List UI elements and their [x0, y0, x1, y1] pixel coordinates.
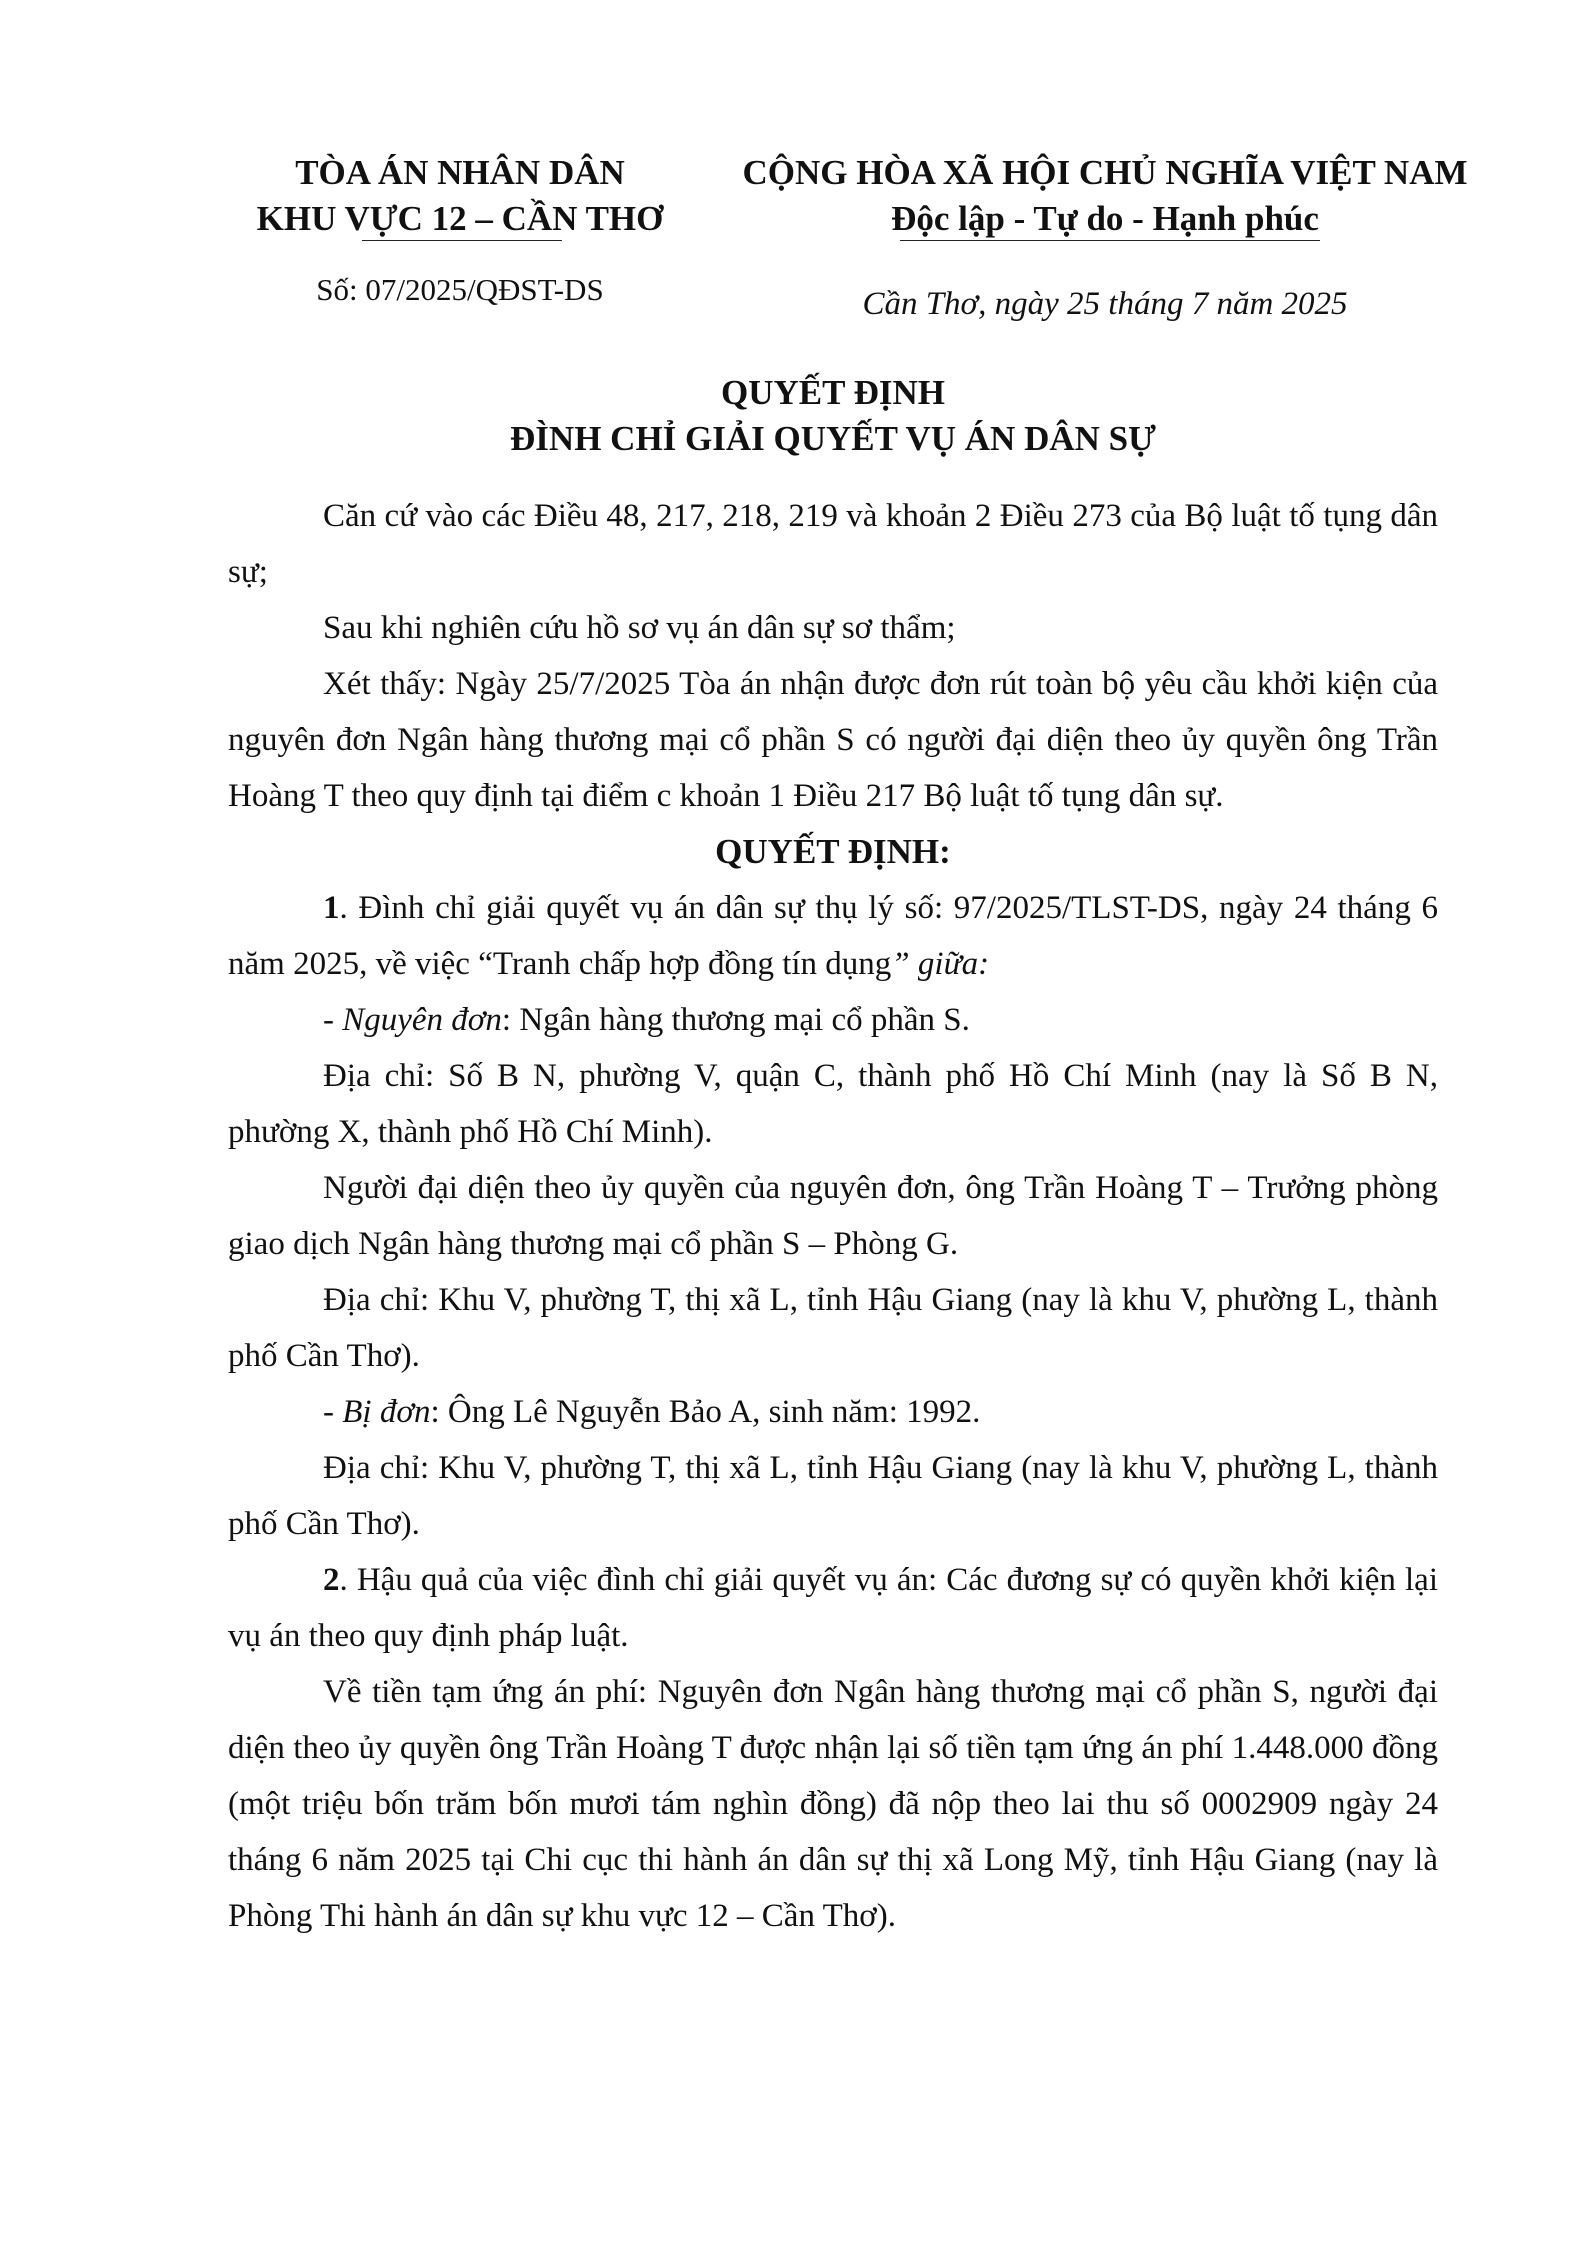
review-paragraph: Sau khi nghiên cứu hồ sơ vụ án dân sự sơ thẩm; [323, 610, 956, 646]
court-name-line2: KHU VỰC 12 – CẦN THƠ [256, 199, 664, 238]
document-number: Số: 07/2025/QĐST-DS [316, 272, 604, 307]
representative-paragraph: Người đại diện theo ủy quyền của nguyên đơn, ông Trần Hoàng T – Trưởng phòng giao dịch Ngân hàng thương mại cổ phần S – Phòng G. [228, 1170, 1438, 1262]
item-2-number: 2 [323, 1562, 340, 1598]
title-line2: ĐÌNH CHỈ GIẢI QUYẾT VỤ ÁN DÂN SỰ [510, 419, 1156, 458]
decision-heading: QUYẾT ĐỊNH: [715, 832, 951, 871]
issuing-court-header [200, 150, 720, 242]
legal-basis-paragraph: Căn cứ vào các Điều 48, 217, 218, 219 và khoản 2 Điều 273 của Bộ luật tố tụng dân sự; [228, 498, 1438, 590]
national-motto: Độc lập - Tự do - Hạnh phúc [891, 199, 1319, 238]
item-2-text: . Hậu quả của việc đình chỉ giải quyết vụ án: Các đương sự có quyền khởi kiện lại vụ án theo quy định pháp luật. [228, 1562, 1438, 1654]
item-1-number: 1 [323, 890, 340, 926]
decision-item-2 [228, 1552, 1438, 1664]
item-1-text-a: . Đình chỉ giải quyết vụ án dân sự thụ lý số: 97/2025/TLST-DS, ngày 24 tháng 6 năm 2025, về việc “Tranh chấp hợp đồng tín dụng [228, 890, 1438, 982]
plaintiff-text: : Ngân hàng thương mại cổ phần S. [501, 1002, 970, 1038]
plaintiff-label: Nguyên đơn [342, 1002, 502, 1038]
representative-address: Địa chỉ: Khu V, phường T, thị xã L, tỉnh Hậu Giang (nay là khu V, phường L, thành phố Cần Thơ). [228, 1282, 1438, 1374]
national-motto-header [700, 150, 1510, 242]
court-name-line1: TÒA ÁN NHÂN DÂN [295, 153, 625, 192]
document-date: Cần Thơ, ngày 25 tháng 7 năm 2025 [862, 286, 1348, 322]
defendant-line [228, 1384, 1438, 1440]
title-line1: QUYẾT ĐỊNH [721, 373, 945, 412]
court-header-underline [362, 240, 562, 241]
defendant-prefix: - [323, 1394, 343, 1430]
defendant-label: Bị đơn [342, 1394, 431, 1430]
plaintiff-prefix: - [323, 1002, 343, 1038]
plaintiff-address: Địa chỉ: Số B N, phường V, quận C, thành phố Hồ Chí Minh (nay là Số B N, phường X, thành phố Hồ Chí Minh). [228, 1058, 1438, 1150]
plaintiff-line [228, 992, 1438, 1048]
findings-paragraph: Xét thấy: Ngày 25/7/2025 Tòa án nhận được đơn rút toàn bộ yêu cầu khởi kiện của nguyên đơn Ngân hàng thương mại cổ phần S có người đại diện theo ủy quyền ông Trần Hoàng T theo quy định tại điểm c khoản 1 Điều 217 Bộ luật tố tụng dân sự. [228, 666, 1438, 814]
decision-item-1 [228, 880, 1438, 992]
defendant-text: : Ông Lê Nguyễn Bảo A, sinh năm: 1992. [430, 1394, 981, 1430]
defendant-address: Địa chỉ: Khu V, phường T, thị xã L, tỉnh Hậu Giang (nay là khu V, phường L, thành phố Cần Thơ). [228, 1450, 1438, 1542]
document-body [228, 488, 1438, 1944]
item-1-text-b: ” giữa: [891, 946, 990, 982]
republic-name: CỘNG HÒA XÃ HỘI CHỦ NGHĨA VIỆT NAM [742, 153, 1468, 192]
document-title [228, 370, 1438, 462]
motto-underline [900, 240, 1320, 241]
court-fee-paragraph: Về tiền tạm ứng án phí: Nguyên đơn Ngân hàng thương mại cổ phần S, người đại diện theo ủy quyền ông Trần Hoàng T được nhận lại số tiền tạm ứng án phí 1.448.000 đồng (một triệu bốn trăm bốn mươi tám nghìn đồng) đã nộp theo lai thu số 0002909 ngày 24 tháng 6 năm 2025 tại Chi cục thi hành án dân sự thị xã Long Mỹ, tỉnh Hậu Giang (nay là Phòng Thi hành án dân sự khu vực 12 – Cần Thơ). [228, 1674, 1438, 1934]
